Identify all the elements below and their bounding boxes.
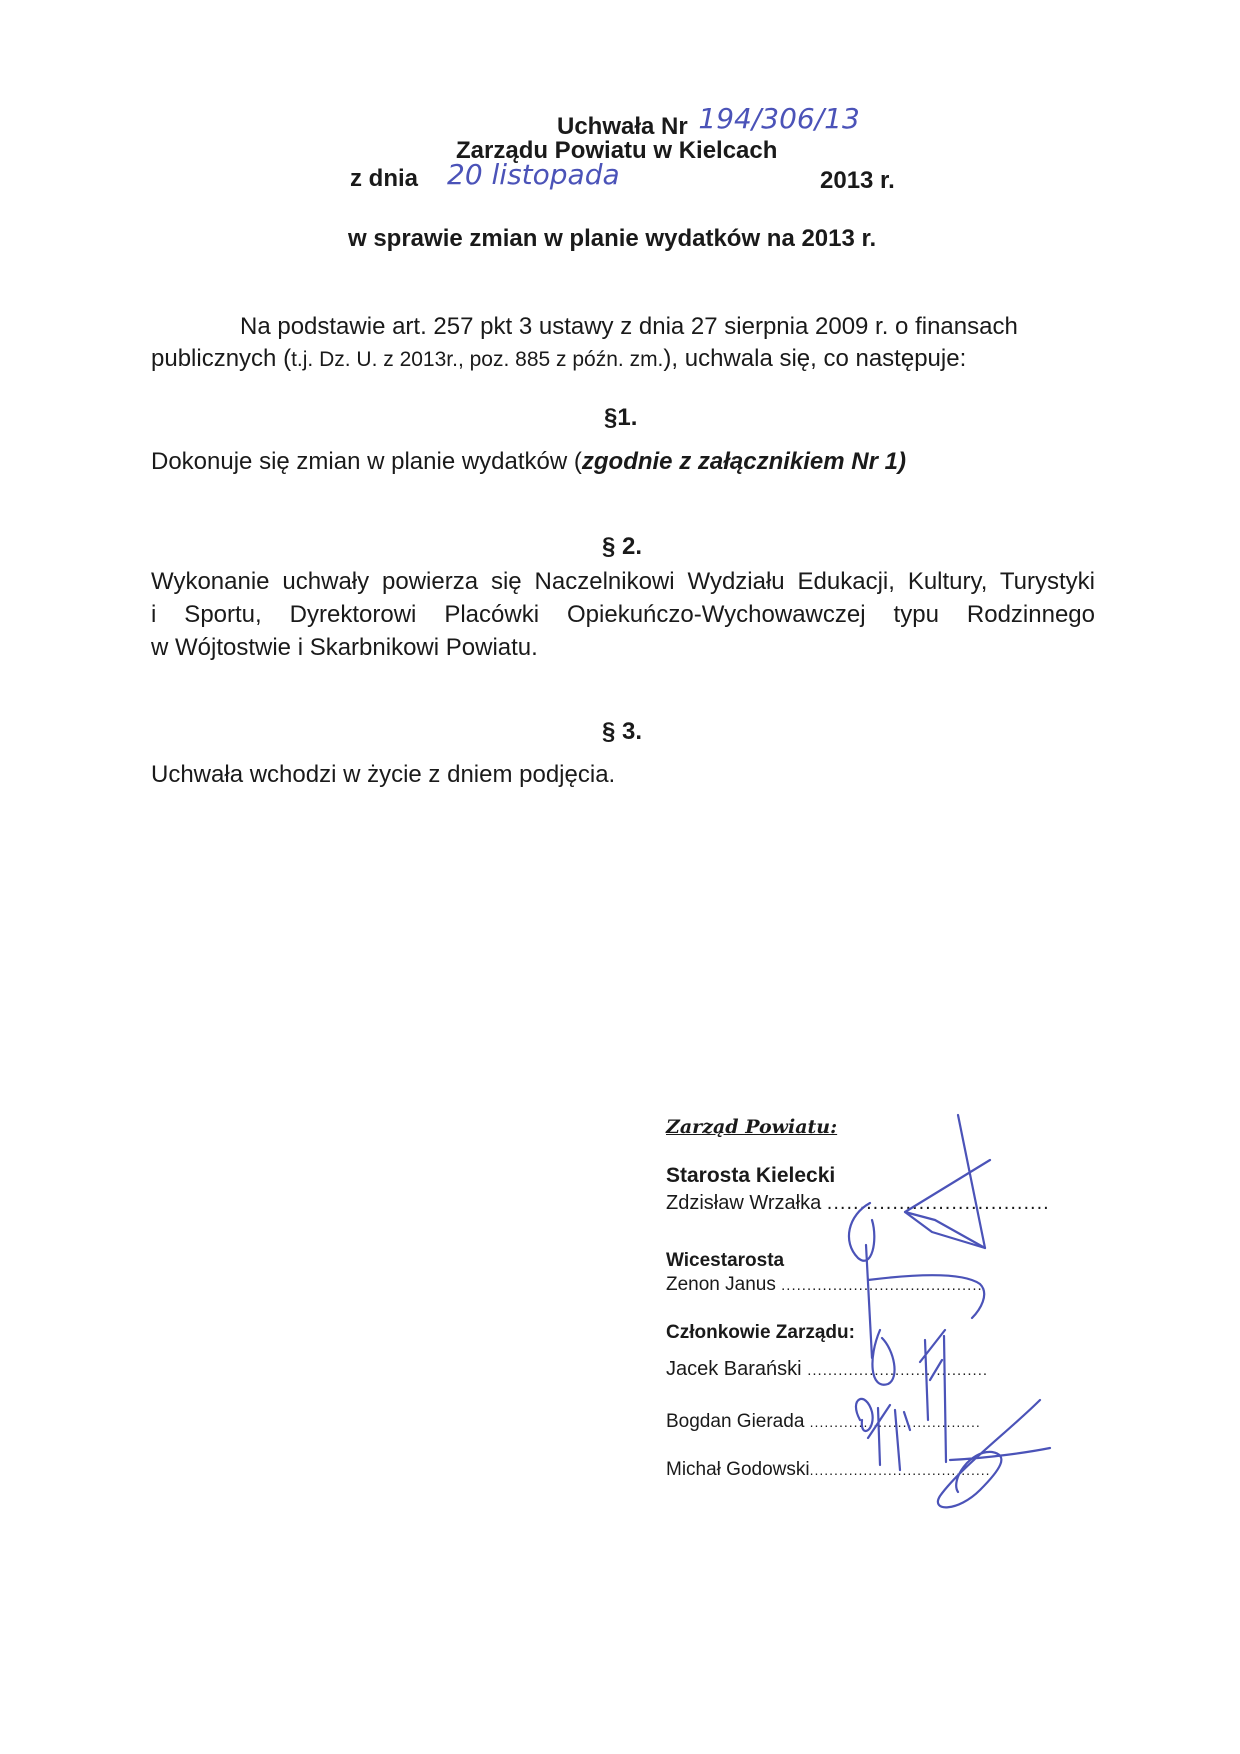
member-signature-dots: ...................................: [807, 1362, 989, 1379]
section-1-body: Dokonuje się zmian w planie wydatków (: [151, 448, 582, 475]
handwritten-date: 20 listopada: [447, 158, 620, 191]
resolution-subject: w sprawie zmian w planie wydatków na 2013 r.: [348, 225, 877, 252]
section-1-heading: §1.: [604, 404, 638, 431]
handwritten-resolution-number: 194/306/13: [698, 102, 860, 135]
vice-starosta-line: [666, 1274, 983, 1296]
board-heading: Zarząd Powiatu:: [666, 1116, 838, 1138]
signature-stroke-member-1: [872, 1330, 946, 1462]
member-signature-dots: .....................................: [809, 1462, 991, 1478]
vice-starosta-title: Wicestarosta: [666, 1250, 785, 1271]
legal-citation: t.j. Dz. U. z 2013r., poz. 885 z późn. zm.: [291, 348, 664, 371]
vice-starosta-signature-dots: .......................................: [781, 1277, 983, 1294]
section-3-heading: § 3.: [602, 718, 643, 745]
member-line-baranski: [666, 1358, 988, 1381]
section-2-line-1: Wykonanie uchwały powierza się Naczelnikowi Wydziału Edukacji, Kultury, Turystyki: [151, 568, 1095, 595]
signature-stroke-starosta: [905, 1115, 990, 1248]
starosta-line: [666, 1192, 1050, 1215]
section-2-line-2: i Sportu, Dyrektorowi Placówki Opiekuńczo-Wychowawczej typu Rodzinnego: [151, 601, 1095, 628]
title-prefix: Uchwała Nr: [557, 113, 688, 140]
section-1-attachment-ref: zgodnie z załącznikiem Nr 1): [581, 448, 906, 475]
date-year: 2013 r.: [820, 167, 895, 194]
section-2-line-3: w Wójtostwie i Skarbnikowi Powiatu.: [151, 634, 538, 661]
section-2-heading: § 2.: [602, 533, 643, 560]
member-name: Jacek Barański: [666, 1358, 802, 1380]
member-name: Michał Godowski: [666, 1459, 810, 1480]
member-signature-dots: ...................................: [809, 1414, 981, 1430]
member-line-godowski: [666, 1459, 991, 1481]
starosta-title: Starosta Kielecki: [666, 1164, 836, 1187]
member-line-gierada: [666, 1411, 981, 1433]
signature-stroke-starosta-tail: [905, 1212, 985, 1248]
starosta-name: Zdzisław Wrzałka: [666, 1192, 822, 1214]
preamble-part-a: publicznych (: [151, 345, 292, 372]
section-1-text: [151, 445, 906, 478]
starosta-signature-dots: ..................................: [826, 1192, 1050, 1214]
members-heading: Członkowie Zarządu:: [666, 1322, 855, 1343]
member-name: Bogdan Gierada: [666, 1411, 805, 1432]
issuing-body: Zarządu Powiatu w Kielcach: [456, 137, 778, 164]
date-prefix: z dnia: [350, 165, 419, 192]
preamble-line-2: [151, 342, 966, 376]
preamble-line-1: Na podstawie art. 257 pkt 3 ustawy z dnia 27 sierpnia 2009 r. o finansach: [240, 313, 1018, 340]
vice-starosta-name: Zenon Janus: [666, 1274, 776, 1295]
preamble-part-c: ), uchwala się, co następuje:: [663, 345, 967, 372]
section-3-text: Uchwała wchodzi w życie z dniem podjęcia.: [151, 761, 616, 788]
